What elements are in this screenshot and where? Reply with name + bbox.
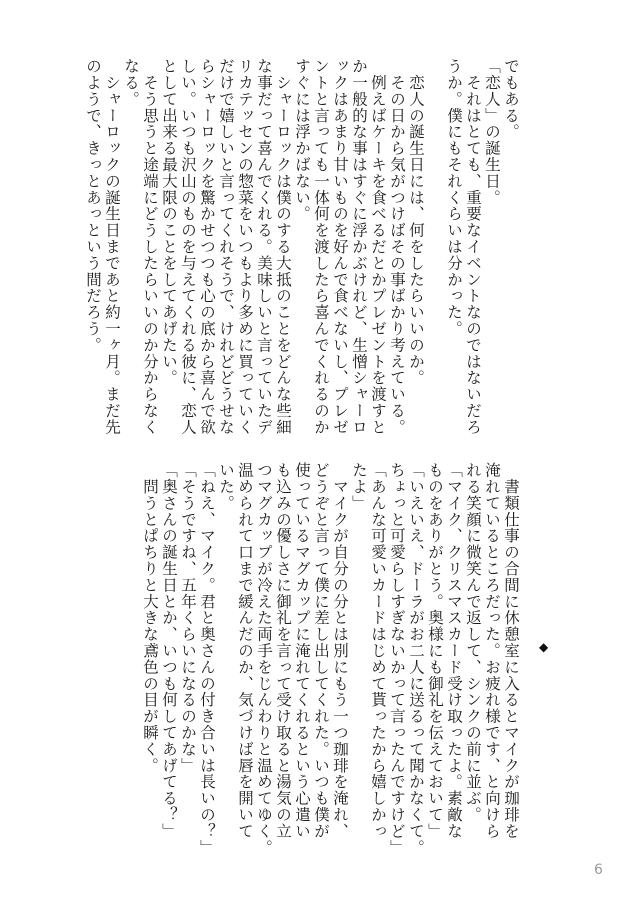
text-line: か一般的な事はすぐに浮かぶけれど、生憎シャーロ — [350, 58, 368, 436]
text-line: 使っているマグカップに淹れてくれるという心遣い — [293, 462, 311, 840]
text-line: シャーロックは僕のする大抵のことをどんな些細 — [274, 58, 292, 436]
text-line: 問うとぱちりと大きな鳶色の目が瞬く。 — [141, 462, 159, 774]
text-line: シャーロックの誕生日まであと約一ヶ月。まだ先 — [103, 58, 121, 436]
text-line: 恋人の誕生日には、何をしたらいいのか。 — [407, 58, 425, 386]
text-line: だけで嬉しいと言ってくれそうで、けれどどうせな — [217, 58, 235, 436]
text-line: ックはあまり甘いものを好んで食べないし、プレゼ — [331, 58, 349, 436]
text-line: ントと言っても一体何を渡したら喜んでくれるのか — [312, 58, 330, 436]
text-line: いた。 — [217, 462, 235, 512]
text-line: 「そうですね、五年くらいになるのかな」 — [179, 462, 197, 774]
page-number: 6 — [594, 862, 603, 878]
top-text-section — [83, 58, 520, 443]
text-line: たよ」 — [350, 462, 368, 512]
text-line: れる笑顔に微笑んで返して、シンクの前に並ぶ。 — [464, 462, 482, 823]
text-line: 「あんな可愛いカードはじめて貰ったから嬉しかっ — [369, 462, 387, 840]
text-line: として出来る最大限のことをしてあげたい。 — [160, 58, 178, 386]
text-line: ちょっと可愛らしすぎないかって言ったんですけど」 — [388, 462, 406, 856]
text-line: 「いえいえ、ドーラがお二人に送るって聞かなくて。 — [407, 462, 425, 856]
text-line: でもある。 — [502, 58, 520, 140]
text-line: そう思うと途端にどうしたらいいのか分からなく — [141, 58, 159, 436]
text-line: なる。 — [122, 58, 140, 108]
text-line: 「奥さんの誕生日とか、いつも何してあげてる？」 — [160, 462, 178, 840]
text-line: 「ねえ、マイク。君と奥さんの付き合いは長いの？」 — [198, 462, 216, 856]
scene-break-diamond: ◆ — [539, 640, 549, 654]
text-line: つマグカップが冷えた両手をじんわりと温めてゆく。 — [255, 462, 273, 856]
text-line: マイクが自分の分とは別にもう一つ珈琲を淹れ、 — [331, 462, 349, 840]
text-line: リカテッセンの惣菜をいつもより多めに買っていく — [236, 58, 254, 436]
text-line: らシャーロックを驚かせつつも心の底から喜んで欲 — [198, 58, 216, 436]
text-line: 温められて口まで緩んだのか、気づけば唇を開いて — [236, 462, 254, 840]
text-line: な事だって喜んでくれる。美味しいと言っていたデ — [255, 58, 273, 436]
text-line: すぐには浮かばない。 — [293, 58, 311, 222]
text-line: ものをありがとう。奥様にも御礼を伝えておいて」 — [426, 462, 444, 840]
text-line: うか。僕にもそれくらいは分かった。 — [445, 58, 463, 337]
text-line: のようで、きっとあっという間だろう。 — [84, 58, 102, 354]
bottom-text-section — [140, 462, 520, 856]
blank-line — [425, 58, 444, 443]
text-line: その日から気がつけばその事ばかり考えている。 — [388, 58, 406, 436]
text-line: しい。いつも沢山のものを与えてくれる彼に、恋人 — [179, 58, 197, 436]
text-line: どうぞと言って僕に差し出してくれた。いつも僕が — [312, 462, 330, 840]
text-line: 淹れているところだった。お疲れ様です、と向けら — [483, 462, 501, 840]
text-line: 「恋人」の誕生日。 — [483, 58, 501, 206]
text-line: 「マイク、クリスマスカード受け取ったよ。素敵な — [445, 462, 463, 840]
text-line: 書類仕事の合間に休憩室に入るとマイクが珈琲を — [502, 462, 520, 840]
text-line: も込みの優しさに御礼を言って受け取ると湯気の立 — [274, 462, 292, 840]
text-line: 例えばケーキを食べるだとかプレゼントを渡すと — [369, 58, 387, 436]
text-line: それはとても、重要なイベントなのではないだろ — [464, 58, 482, 436]
